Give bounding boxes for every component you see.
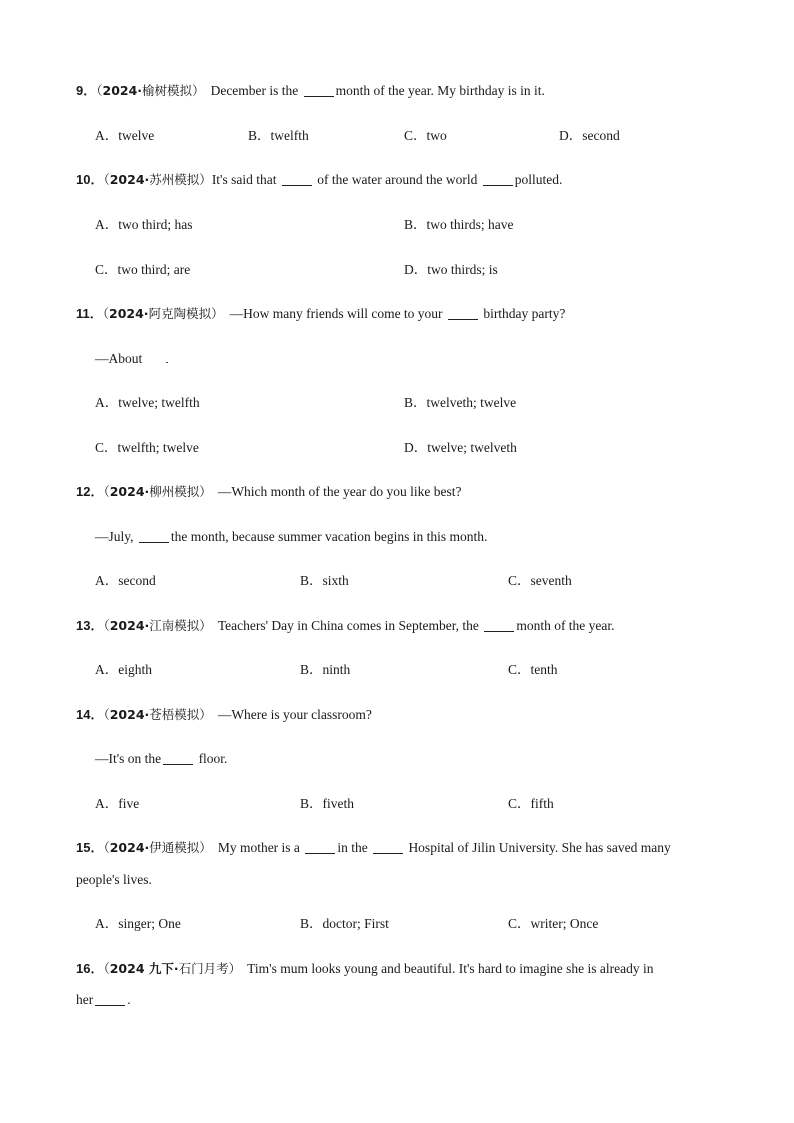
option-c[interactable]: C．seventh (508, 573, 572, 588)
option-a[interactable]: A．eighth (95, 662, 152, 677)
question-stem: —How many friends will come to your birthday party? (229, 306, 566, 321)
question-11 (76, 305, 565, 323)
option-c[interactable]: C．two (404, 128, 447, 143)
option-c[interactable]: C．fifth (508, 796, 554, 811)
question-stem: It's said that of the water around the world polluted. (211, 172, 563, 187)
option-c[interactable]: C．two third; are (95, 262, 191, 277)
question-number: 11． (76, 306, 103, 321)
question-stem: —Which month of the year do you like best? (217, 484, 462, 499)
question-number: 10． (76, 172, 104, 187)
question-number: 16． (76, 961, 104, 976)
question-11-reply: —About (95, 350, 168, 368)
question-number: 14． (76, 707, 104, 722)
option-a[interactable]: A．five (95, 796, 140, 811)
question-15 (76, 839, 671, 857)
option-d[interactable]: D．two thirds; is (404, 262, 498, 277)
option-d[interactable]: D．second (559, 128, 620, 143)
option-d[interactable]: D．twelve; twelveth (404, 440, 517, 455)
option-a[interactable]: A．singer; One (95, 916, 181, 931)
answer-blank (305, 839, 335, 854)
question-stem: My mother is a in the Hospital of Jilin University. She has saved many (217, 840, 671, 855)
option-c[interactable]: C．tenth (508, 662, 558, 677)
answer-blank (282, 171, 312, 186)
question-number: 13． (76, 618, 104, 633)
question-14 (76, 706, 372, 724)
question-source: （2024·苍梧模拟） (103, 707, 212, 722)
answer-blank (95, 991, 125, 1006)
question-9 (76, 82, 545, 100)
question-source: （2024·榆树模拟） (96, 83, 205, 98)
option-b[interactable]: B．twelfth (248, 128, 309, 143)
question-stem: Tim's mum looks young and beautiful. It's hard to imagine she is already in (247, 961, 654, 976)
question-number: 12． (76, 484, 104, 499)
question-number: 9． (76, 83, 97, 98)
question-12-reply: —July, the month, because summer vacation begins in this month. (95, 529, 488, 544)
question-source: （2024·江南模拟） (103, 618, 212, 633)
option-a[interactable]: A．twelve; twelfth (95, 395, 200, 410)
question-source: （2024·柳州模拟） (103, 484, 212, 499)
question-13 (76, 617, 615, 635)
answer-blank (139, 528, 169, 543)
answer-blank (484, 617, 514, 632)
question-15-continuation: people's lives. (76, 872, 152, 887)
question-stem: Teachers' Day in China comes in September, the month of the year. (217, 618, 615, 633)
option-b[interactable]: B．fiveth (300, 796, 354, 811)
option-b[interactable]: B．doctor; First (300, 916, 389, 931)
option-b[interactable]: B．ninth (300, 662, 351, 677)
option-b[interactable]: B．two thirds; have (404, 217, 514, 232)
question-source: （2024 九下·石门月考） (103, 961, 242, 976)
answer-blank (304, 82, 334, 97)
option-a[interactable]: A．second (95, 573, 156, 588)
answer-blank (448, 305, 478, 320)
answer-blank (166, 352, 168, 363)
option-c[interactable]: C．twelfth; twelve (95, 440, 199, 455)
option-c[interactable]: C．writer; Once (508, 916, 599, 931)
option-a[interactable]: A．two third; has (95, 217, 193, 232)
question-14-reply: —It's on the floor. (95, 751, 228, 766)
question-number: 15． (76, 840, 104, 855)
question-stem: December is the month of the year. My birthday is in it. (210, 83, 545, 98)
question-stem: —Where is your classroom? (217, 707, 372, 722)
option-a[interactable]: A．twelve (95, 128, 155, 143)
question-source: （2024·苏州模拟） (103, 172, 212, 187)
question-source: （2024·伊通模拟） (103, 840, 212, 855)
option-b[interactable]: B．sixth (300, 573, 349, 588)
answer-blank (483, 171, 513, 186)
answer-blank (163, 750, 193, 765)
option-b[interactable]: B．twelveth; twelve (404, 395, 517, 410)
question-16 (76, 960, 653, 978)
question-10 (76, 171, 562, 189)
question-source: （2024·阿克陶模拟） (102, 306, 224, 321)
answer-blank (373, 839, 403, 854)
question-12 (76, 483, 462, 501)
question-16-continuation: her . (76, 992, 131, 1007)
